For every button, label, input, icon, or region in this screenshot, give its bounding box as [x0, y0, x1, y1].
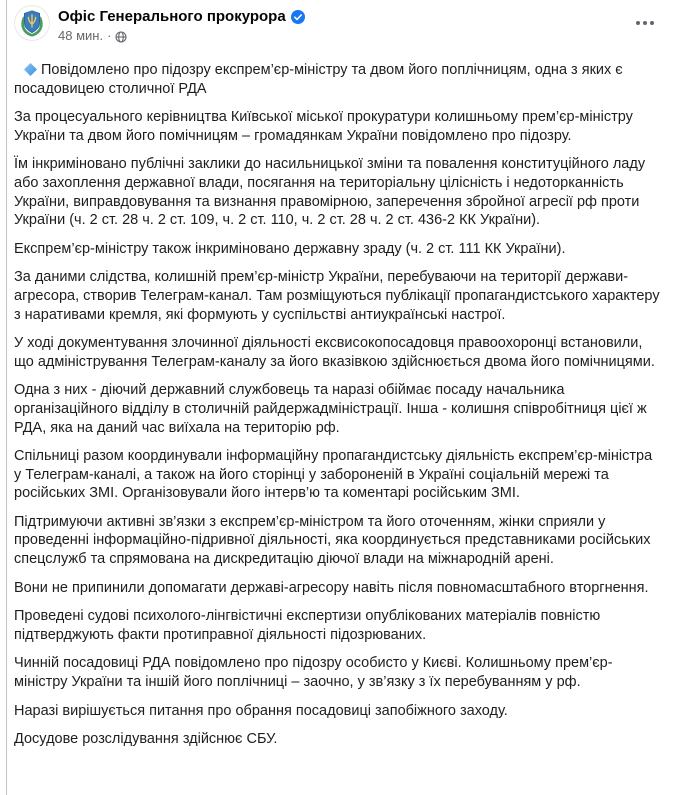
post-paragraph: Чинній посадовиці РДА повідомлено про підозру особисто у Києві. Колишньому прем’єр-міністру України та іншій його поплічниці – заочно, у зв’язку з їх перебуванням у рф. — [14, 655, 613, 691]
post-paragraph: Вони не припинили допомагати державі-агресору навіть після повномасштабного вторгнення. — [14, 579, 649, 596]
post-headline — [14, 61, 662, 98]
post-headline-text: Повідомлено про підозру експрем’єр-міністру та двом його поплічницям, одна з яких є посадовицею столичної РДА — [14, 62, 623, 97]
post-paragraph: Проведені судові психолого-лінгвістичні експертизи опублікованих матеріалів повністю підтверджують факти протиправної діяльності підозрюваних. — [14, 608, 601, 643]
post-paragraph: Досудове розслідування здійснює СБУ. — [14, 731, 278, 748]
post-paragraph: Одна з них - діючий державний службовець та наразі обіймає посаду начальника організаційного відділу в столичній райдержадміністрації. Інша - колишня співробітниця цієї ж РДА, яка на даний час виїхала на територію рф. — [14, 382, 647, 436]
page-name-link[interactable]: Офіс Генерального прокурора — [58, 8, 286, 25]
post-paragraph: За даними слідства, колишній прем’єр-міністр України, перебуваючи на території держави-агресора, створив Телеграм-канал. Там розміщуються публікації пропагандистського характеру з наративами кремля, які формують у суспільстві антиукраїнські настрої. — [14, 269, 660, 323]
post-paragraph: Експрем’єр-міністру також інкриміновано державну зраду (ч. 2 ст. 111 КК України). — [14, 240, 566, 257]
post-paragraph: Їм інкриміновано публічні заклики до насильницької зміни та повалення конституційного ладу або захоплення державної влади, посягання на територіальну цілісність і недоторканність України, виправдовування та визнання правомірною, заперечення збройної агресії рф проти України (ч. 2 ст. 28 ч. 2 ст. 109, ч. 2 ст. 110, ч. 2 ст. 28 ч. 2 ст. 436-2 КК України). — [14, 156, 646, 229]
post-paragraph: За процесуального керівництва Київської міської прокуратури колишньому прем’єр-міністру України та двом його помічницям – громадянкам України повідомлено про підозру. — [14, 109, 633, 144]
post-meta — [58, 28, 659, 44]
more-options-icon — [636, 21, 640, 25]
globe-icon — [115, 31, 127, 43]
post-header — [7, 0, 675, 55]
facebook-post-card — [6, 0, 675, 795]
verified-badge-icon — [291, 10, 305, 24]
post-paragraph: Підтримуючи активні зв’язки з експрем’єр-міністром та його оточенням, жінки сприяли у проведенні інформаційно-підривної діяльності, яка координується представниками російських спецслужб та спрямована на дискредитацію діючої влади на міжнародній арені. — [14, 513, 651, 568]
post-body — [7, 55, 675, 749]
prosecutor-general-office-logo-icon — [14, 28, 50, 41]
post-paragraph: Спільниці разом координували інформаційну пропагандистську діяльність експрем’єр-міністра у Телеграм-каналі, а також на його сторінці у забороненій в Україні соціальній мережі та російських ЗМІ. Організовували його інтерв’ю та коментарі російським ЗМІ. — [14, 448, 653, 502]
small-blue-diamond-icon — [24, 63, 37, 76]
timestamp[interactable]: 48 мин. — [58, 28, 104, 43]
avatar[interactable] — [14, 5, 50, 41]
post-paragraph: Наразі вирішується питання про обрання посадовиці запобіжного заходу. — [14, 702, 508, 719]
more-options-button[interactable] — [629, 12, 661, 34]
post-paragraph: У ході документування злочинної діяльності ексвисокопосадовця правоохоронці встановили, що адміністрування Телеграм-каналу за його вказівкою здійснюється двома його помічницями. — [14, 335, 655, 370]
meta-separator: · — [107, 28, 112, 43]
